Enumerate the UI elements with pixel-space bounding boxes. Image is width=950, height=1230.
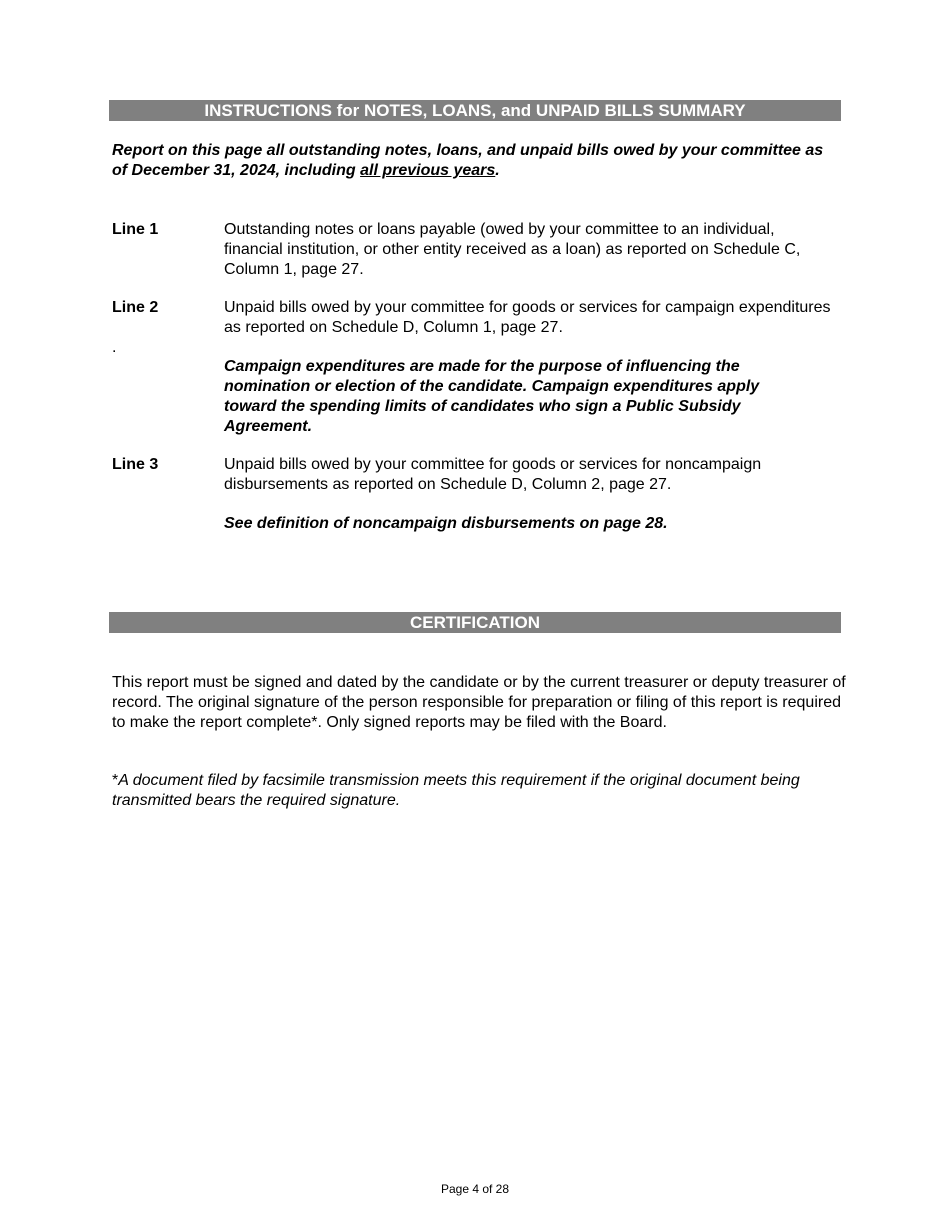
page-number: Page 4 of 28	[440, 1182, 510, 1196]
line-3-note: See definition of noncampaign disbursements on page 28.	[224, 515, 668, 532]
line-3-text: Unpaid bills owed by your committee for goods or services for noncampaign disbursements as reported on Schedule D, Column 2, page 27.	[224, 456, 762, 493]
footnote-text: A document filed by facsimile transmission meets this requirement if the original document being transmitted bears the required signature.	[112, 772, 800, 809]
certification-heading: CERTIFICATION	[109, 612, 841, 633]
line-1-text: Outstanding notes or loans payable (owed by your committee to an individual, financial institution, or other entity received as a loan) as reported on Schedule C, Column 1, page 27.	[224, 221, 801, 278]
line-2-label: Line 2	[112, 299, 159, 316]
instructions-heading: INSTRUCTIONS for NOTES, LOANS, and UNPAID BILLS SUMMARY	[109, 100, 841, 121]
line-2-text: Unpaid bills owed by your committee for goods or services for campaign expenditures as reported on Schedule D, Column 1, page 27.	[224, 299, 831, 336]
certification-body: This report must be signed and dated by the candidate or by the current treasurer or deputy treasurer of record. The original signature of the person responsible for preparation or filing of this report is required to make the report complete*. Only signed reports may be filed with the Board.	[112, 674, 846, 731]
intro-suffix: .	[495, 162, 500, 179]
line-3-label: Line 3	[112, 456, 159, 473]
stray-mark: .	[112, 339, 117, 356]
intro-prefix: Report on this page all outstanding notes, loans, and unpaid bills owed by your committee as of December 31, 2024, including	[112, 142, 824, 179]
intro-paragraph	[112, 141, 842, 181]
line-1-label: Line 1	[112, 221, 159, 238]
intro-underlined: all previous years	[360, 162, 496, 179]
certification-footnote	[112, 771, 847, 811]
footnote-marker: *	[112, 772, 119, 789]
line-2-note: Campaign expenditures are made for the purpose of influencing the nomination or election of the candidate. Campaign expenditures apply toward the spending limits of candidates who sign a Public Subsidy Agreement.	[224, 358, 760, 435]
